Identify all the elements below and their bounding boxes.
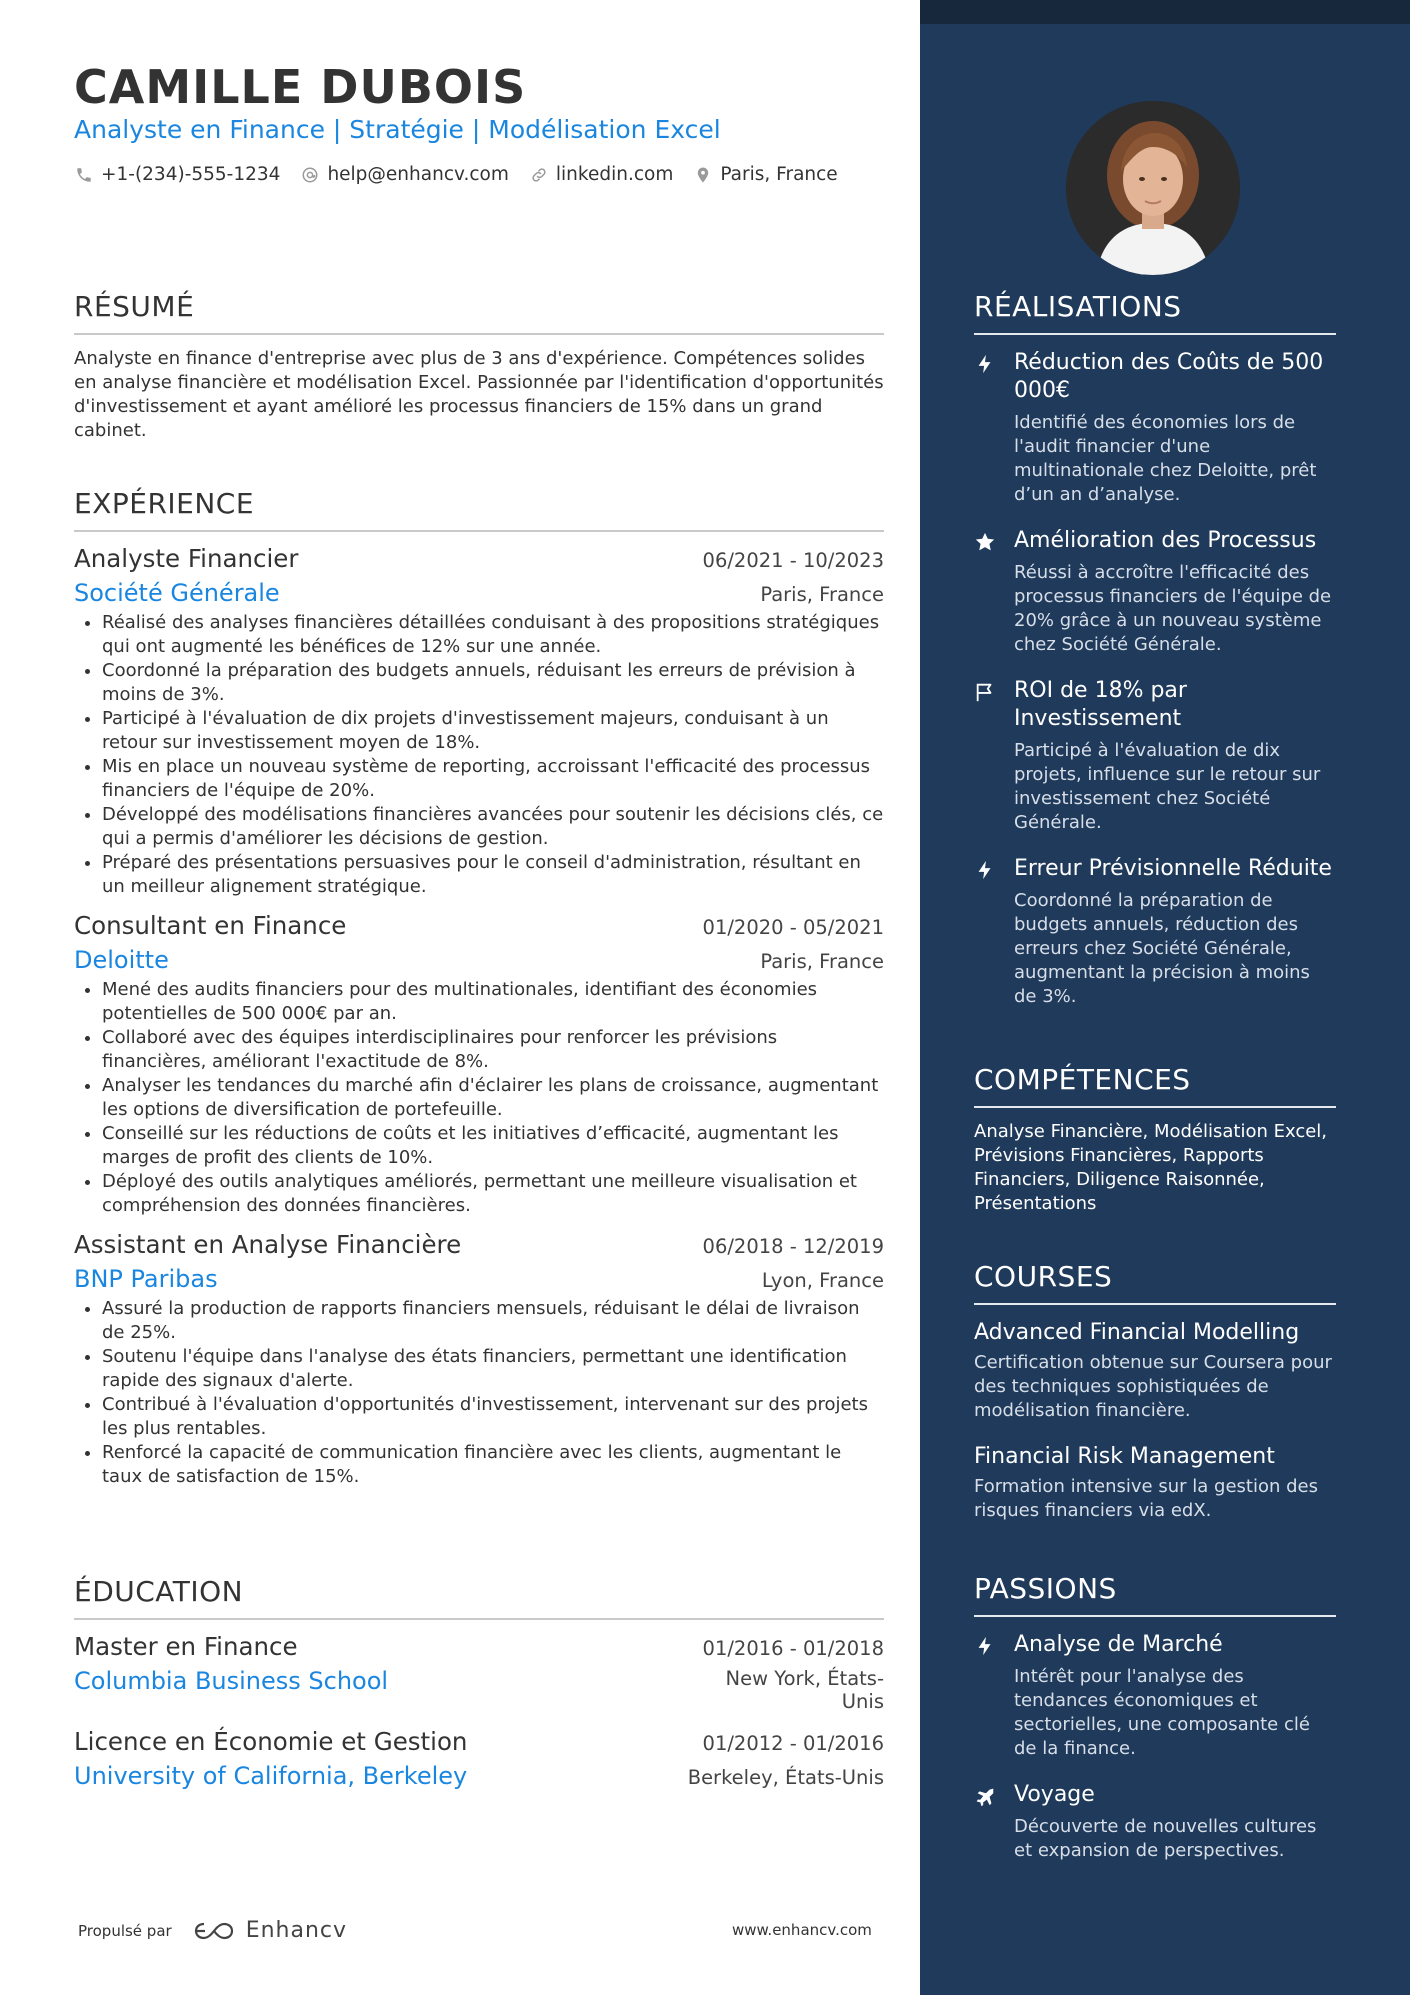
sidebar-top-bar (920, 0, 1410, 24)
passion-title: Analyse de Marché (1014, 1632, 1223, 1657)
job-entry (74, 911, 884, 1218)
job-location: Lyon, France (761, 1269, 884, 1292)
achievement-title: Erreur Prévisionnelle Réduite (1014, 856, 1332, 881)
bullet-item: • Conseillé sur les réductions de coûts et les initiatives d’efficacité, augmentant les marges de profit des clients de 10%. (102, 1122, 884, 1170)
passion-item (974, 1781, 1336, 1863)
bullet-item: • Contribué à l'évaluation d'opportunités d'investissement, intervenant sur des projets les plus rentables. (102, 1393, 884, 1441)
bolt-icon (974, 855, 1014, 1009)
achievement-item (974, 349, 1336, 507)
achievement-desc: Identifié des économies lors de l'audit financier d'une multinationale chez Deloitte, prêt d’un an d’analyse. (1014, 412, 1317, 505)
degree: Licence en Économie et Gestion (74, 1727, 468, 1756)
course-desc: Formation intensive sur la gestion des risques financiers via edX. (974, 1476, 1318, 1521)
achievement-desc: Réussi à accroître l'efficacité des processus financiers de l'équipe de 20% grâce à un nouveau système chez Société Générale. (1014, 562, 1332, 655)
contact-email-text: help@enhancv.com (327, 164, 509, 185)
location-pin-icon (693, 165, 713, 185)
achievement-desc: Participé à l'évaluation de dix projets, influence sur le retour sur investissement chez Société Générale. (1014, 740, 1321, 833)
job-bullets (74, 1297, 884, 1489)
achievement-item (974, 527, 1336, 657)
achievement-item (974, 677, 1336, 835)
job-dates: 01/2020 - 05/2021 (702, 916, 884, 939)
job-company[interactable]: Société Générale (74, 579, 280, 607)
education-location: Berkeley, États-Unis (687, 1766, 884, 1789)
powered-by-label: Propulsé par (78, 1921, 172, 1940)
passion-desc: Découverte de nouvelles cultures et expansion de perspectives. (1014, 1816, 1317, 1861)
job-location: Paris, France (760, 583, 884, 606)
footer-branding (78, 1918, 347, 1943)
bullet-item: • Collaboré avec des équipes interdisciplinaires pour renforcer les prévisions financières, améliorant l'exactitude de 8%. (102, 1026, 884, 1074)
contact-location-text: Paris, France (720, 164, 838, 185)
courses-section (974, 1260, 1336, 1523)
job-title: Assistant en Analyse Financière (74, 1230, 462, 1259)
courses-title: COURSES (974, 1260, 1336, 1305)
headline: Analyste en Finance | Stratégie | Modélisation Excel (74, 115, 721, 144)
education-title: ÉDUCATION (74, 1575, 884, 1620)
skills-list: Analyse Financière, Modélisation Excel, Prévisions Financières, Rapports Financiers, Diligence Raisonnée, Présentations (974, 1121, 1328, 1214)
experience-title: EXPÉRIENCE (74, 487, 884, 532)
achievement-item (974, 855, 1336, 1009)
enhancv-brand: Enhancv (245, 1918, 348, 1943)
passion-desc: Intérêt pour l'analyse des tendances économiques et sectorielles, une composante clé de la finance. (1014, 1666, 1310, 1759)
footer-website[interactable]: www.enhancv.com (732, 1921, 872, 1939)
passions-section (974, 1572, 1336, 1863)
skills-section (974, 1063, 1336, 1216)
plane-icon (974, 1781, 1014, 1863)
job-entry (74, 544, 884, 899)
education-section (74, 1575, 884, 1790)
contact-bar (74, 164, 838, 185)
bolt-icon (974, 349, 1014, 507)
job-dates: 06/2021 - 10/2023 (702, 549, 884, 572)
bolt-icon (974, 1631, 1014, 1761)
bullet-item: • Participé à l'évaluation de dix projets d'investissement majeurs, conduisant à un retour sur investissement moyen de 18%. (102, 707, 884, 755)
job-entry (74, 1230, 884, 1489)
bullet-item: • Déployé des outils analytiques améliorés, permettant une meilleure visualisation et compréhension des données financières. (102, 1170, 884, 1218)
school[interactable]: Columbia Business School (74, 1667, 389, 1695)
bullet-item: • Renforcé la capacité de communication financière avec les clients, augmentant le taux de satisfaction de 15%. (102, 1441, 884, 1489)
flag-icon (974, 677, 1014, 835)
achievements-section (974, 290, 1336, 1009)
bullet-item: • Soutenu l'équipe dans l'analyse des états financiers, permettant une identification rapide des signaux d'alerte. (102, 1345, 884, 1393)
summary-text: Analyste en finance d'entreprise avec plus de 3 ans d'expérience. Compétences solides en analyse financière et modélisation Excel. Passionnée par l'identification d'opportunités d'investissement et ayant amélioré les processus financiers de 15% dans un grand cabinet. (74, 348, 884, 441)
contact-location (693, 164, 837, 185)
passion-item (974, 1631, 1336, 1761)
job-dates: 06/2018 - 12/2019 (702, 1235, 884, 1258)
bullet-item: • Mené des audits financiers pour des multinationales, identifiant des économies potentielles de 500 000€ par an. (102, 978, 884, 1026)
education-location: New York, États-Unis (725, 1667, 884, 1713)
bullet-item: • Analyser les tendances du marché afin d'éclairer les plans de croissance, augmentant les options de diversification de portefeuille. (102, 1074, 884, 1122)
course-item (974, 1443, 1336, 1523)
education-dates: 01/2012 - 01/2016 (702, 1732, 884, 1755)
link-icon (529, 165, 549, 185)
summary-title: RÉSUMÉ (74, 290, 884, 335)
contact-linkedin-text: linkedin.com (555, 164, 674, 185)
education-entry (74, 1727, 884, 1790)
at-icon (300, 165, 320, 185)
passion-title: Voyage (1014, 1782, 1095, 1807)
job-bullets (74, 978, 884, 1218)
degree: Master en Finance (74, 1632, 298, 1661)
school[interactable]: University of California, Berkeley (74, 1762, 468, 1790)
job-company[interactable]: BNP Paribas (74, 1265, 218, 1293)
course-title: Financial Risk Management (974, 1444, 1275, 1469)
bullet-item: • Préparé des présentations persuasives pour le conseil d'administration, résultant en un meilleur alignement stratégique. (102, 851, 884, 899)
bullet-item: • Mis en place un nouveau système de reporting, accroissant l'efficacité des processus financiers de l'équipe de 20%. (102, 755, 884, 803)
course-item (974, 1319, 1336, 1423)
job-location: Paris, France (760, 950, 884, 973)
job-title: Analyste Financier (74, 544, 299, 573)
education-dates: 01/2016 - 01/2018 (702, 1637, 884, 1660)
course-desc: Certification obtenue sur Coursera pour des techniques sophistiquées de modélisation financière. (974, 1352, 1332, 1421)
bullet-item: • Développé des modélisations financières avancées pour soutenir les décisions clés, ce qui a permis d'améliorer les décisions de gestion. (102, 803, 884, 851)
job-bullets (74, 611, 884, 899)
contact-phone-text: +1-(234)-555-1234 (101, 164, 281, 185)
job-title: Consultant en Finance (74, 911, 347, 940)
enhancv-logo-icon (192, 1919, 238, 1943)
achievement-title: Réduction des Coûts de 500 000€ (1014, 350, 1324, 403)
job-company[interactable]: Deloitte (74, 946, 169, 974)
enhancv-logo[interactable] (192, 1918, 347, 1943)
avatar (1066, 101, 1240, 275)
phone-icon (74, 165, 94, 185)
education-entry (74, 1632, 884, 1713)
summary-section (74, 290, 884, 443)
skills-title: COMPÉTENCES (974, 1063, 1336, 1108)
star-icon (974, 527, 1014, 657)
bullet-item: • Assuré la production de rapports financiers mensuels, réduisant le délai de livraison de 25%. (102, 1297, 884, 1345)
bullet-item: • Coordonné la préparation des budgets annuels, réduisant les erreurs de prévision à moins de 3%. (102, 659, 884, 707)
experience-section (74, 487, 884, 1489)
candidate-name: CAMILLE DUBOIS (74, 60, 527, 114)
contact-linkedin[interactable] (529, 164, 673, 185)
course-title: Advanced Financial Modelling (974, 1320, 1300, 1345)
achievement-title: Amélioration des Processus (1014, 528, 1317, 553)
bullet-item: • Réalisé des analyses financières détaillées conduisant à des propositions stratégiques qui ont augmenté les bénéfices de 12% sur une année. (102, 611, 884, 659)
achievement-title: ROI de 18% par Investissement (1014, 678, 1187, 731)
achievement-desc: Coordonné la préparation de budgets annuels, réduction des erreurs chez Société Générale, augmentant la précision à moins de 3%. (1014, 890, 1310, 1007)
contact-email[interactable] (300, 164, 508, 185)
achievements-title: RÉALISATIONS (974, 290, 1336, 335)
passions-title: PASSIONS (974, 1572, 1336, 1617)
contact-phone[interactable] (74, 164, 280, 185)
